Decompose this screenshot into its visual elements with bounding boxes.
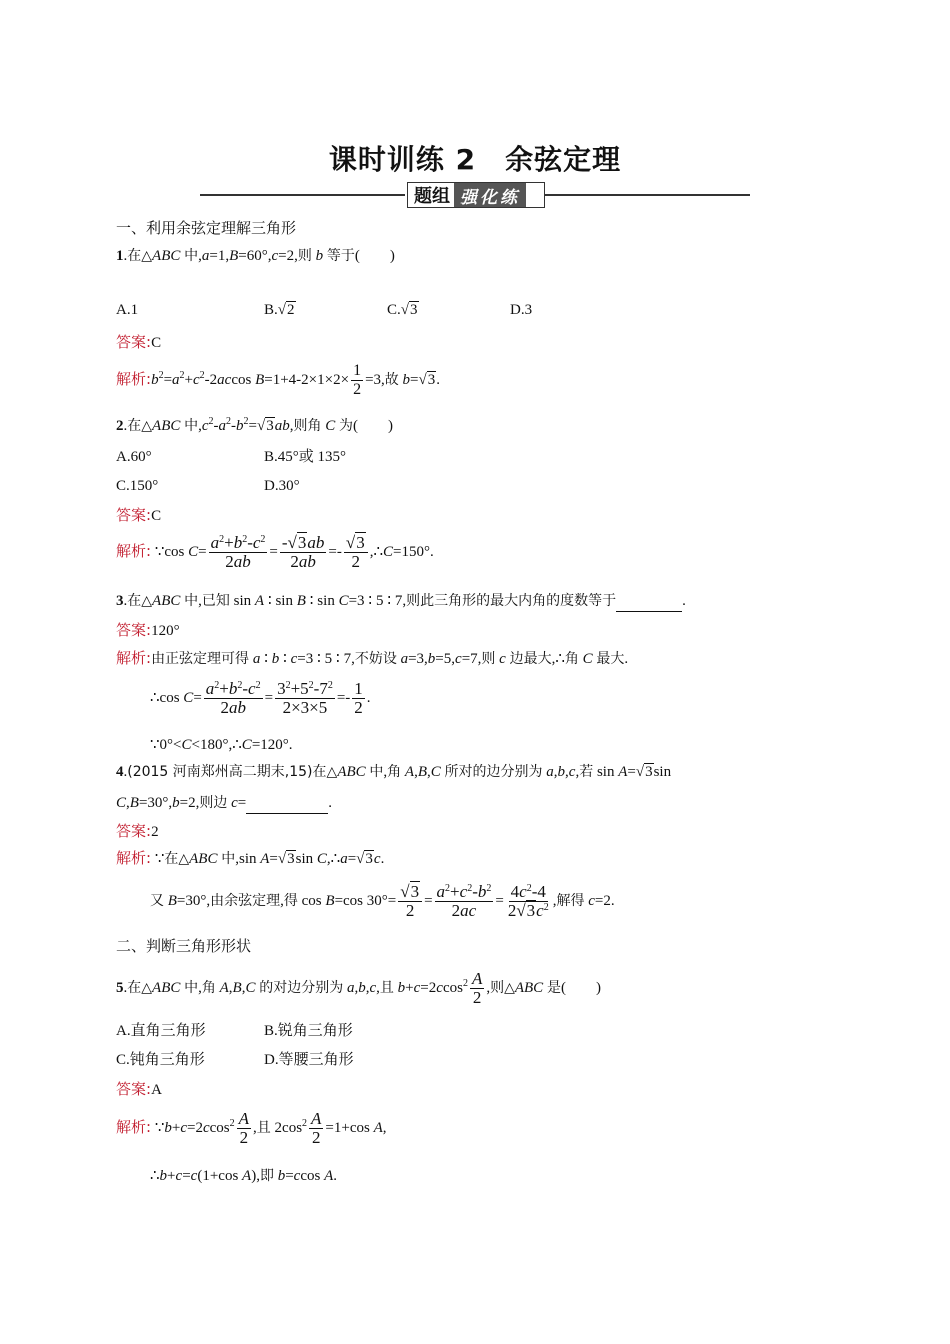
- section-heading-1: 一、利用余弦定理解三角形: [116, 219, 297, 237]
- option-b: B.45°或 135°: [264, 449, 347, 465]
- option-a: A.1: [116, 302, 139, 318]
- question-3: 3.在△ABC 中,已知 sin A ∶ sin B ∶ sin C=3 ∶ 5 ∶ 7,则此三角形的最大内角的度数等于 .: [116, 591, 686, 612]
- question-number: 2: [116, 418, 124, 434]
- analysis-4: 解析: ∵在△ABC 中,sin A=√3sin C,∴a=√3c.: [116, 849, 385, 867]
- question-number: 3: [116, 593, 124, 609]
- option-b: B.√2: [264, 302, 295, 318]
- answer-3: [116, 620, 180, 641]
- option-c: C.√3: [387, 302, 418, 318]
- answer-value: 2: [151, 824, 159, 840]
- option-d: D.30°: [264, 478, 300, 494]
- option-d: D.3: [510, 302, 533, 318]
- banner-right-label: 强化练: [454, 183, 526, 207]
- answer-label: 答案:: [116, 333, 152, 351]
- banner-rule-right: [545, 194, 750, 196]
- question-5-options-row1: [116, 1021, 353, 1041]
- analysis-5-line2: ∴b+c=c(1+cos A),即 b=ccos A.: [150, 1168, 338, 1184]
- question-source: (2015 河南郑州高二期末,15): [127, 764, 313, 780]
- answer-value: C: [151, 335, 162, 351]
- answer-2: [116, 505, 161, 526]
- question-5-options-row2: [116, 1050, 354, 1070]
- question-number: 5: [116, 979, 124, 996]
- option-b: B.锐角三角形: [264, 1023, 353, 1039]
- analysis-5: 解析: ∵b+c=2ccos$^2$ $\frac{A}{2}$ ,且 $2\cos^2$ $\frac{A}{2}$ =1+cos A,: [116, 1109, 387, 1147]
- analysis-2: 解析: ∵cos C= $\frac{a^2+b^2-c^2}{2ab}$ = $\frac{-√3ab}{2ab}$ =- $\frac{√3}{2}$ ,∴C=150°.: [116, 533, 434, 571]
- answer-4: [116, 821, 159, 842]
- answer-label: 答案:: [116, 506, 152, 524]
- question-5: 5.在△ABC 中,角 A,B,C 的对边分别为 a,b,c,且 b+c=2ccos$^2$ $\frac{A}{2}$ ,则△ABC 是( ): [116, 969, 601, 1007]
- section-banner: [200, 182, 750, 208]
- option-c: C.150°: [116, 478, 159, 494]
- option-a: A.直角三角形: [116, 1023, 206, 1039]
- analysis-label: 解析:: [116, 1117, 152, 1136]
- analysis-label: 解析:: [116, 649, 152, 667]
- answer-value: C: [151, 508, 162, 524]
- page-title: 课时训练 2 余弦定理: [328, 143, 622, 176]
- banner-box: [407, 182, 545, 208]
- analysis-3: 解析:由正弦定理可得 a ∶ b ∶ c=3 ∶ 5 ∶ 7,不妨设 a=3,b=5,c=7,则 c 边最大,∴角 C 最大.: [116, 649, 629, 667]
- analysis-4-line2: 又 B=30°,由余弦定理,得 cos B=cos 30°= $\frac{√3}{2}$ = $\frac{a^2+c^2-b^2}{2ac}$ = $\frac{4c^2-4}{2√3c^2}$ ,解得 c=2.: [150, 882, 615, 920]
- option-d: D.等腰三角形: [264, 1052, 354, 1068]
- answer-label: 答案:: [116, 1080, 152, 1098]
- question-2: 2.在△ABC 中$,c^2-a^2-b^2=√3ab$,则角 C 为( ): [116, 416, 394, 434]
- answer-label: 答案:: [116, 822, 152, 840]
- answer-5: [116, 1079, 162, 1100]
- question-1: 1.在△ABC 中,a=1,B=60°,c=2,则 b 等于( ): [116, 248, 395, 264]
- question-number: 1: [116, 248, 124, 264]
- answer-1: [116, 332, 161, 353]
- question-4-line2: C,B=30°,b=2,则边 c= .: [116, 793, 332, 814]
- analysis-3-line2: ∴cos C= $\frac{a^2+b^2-c^2}{2ab}$ = $\frac{3^2+5^2-7^2}{2\times 3\times 5}$ =- $\frac{1}{2}$ .: [150, 679, 371, 717]
- option-c: C.钝角三角形: [116, 1052, 205, 1068]
- analysis-1: 解析$:b^2=a^2+c^2-2accos$ B=1+4-2×1×2× $\frac{1}{2}$ =3,故 b=√3.: [116, 362, 440, 398]
- answer-value: 120°: [151, 623, 180, 639]
- question-number: 4: [116, 764, 124, 780]
- answer-label: 答案:: [116, 621, 152, 639]
- banner-rule-left: [200, 194, 405, 196]
- analysis-label: 解析:: [116, 369, 152, 388]
- analysis-3-line3: ∵0°<C<180°,∴C=120°.: [150, 737, 293, 753]
- option-a: A.60°: [116, 449, 152, 465]
- question-1-options: [116, 300, 532, 320]
- section-heading-2: 二、判断三角形形状: [116, 937, 252, 955]
- question-2-options-row1: [116, 447, 346, 467]
- banner-left-label: 题组: [414, 186, 450, 207]
- analysis-label: 解析:: [116, 541, 152, 560]
- answer-value: A: [151, 1082, 162, 1098]
- question-4: 4.(2015 河南郑州高二期末,15)在△ABC 中,角 A,B,C 所对的边分别为 a,b,c,若 sin A=√3sin: [116, 764, 672, 780]
- analysis-label: 解析:: [116, 849, 152, 867]
- question-2-options-row2: [116, 476, 300, 496]
